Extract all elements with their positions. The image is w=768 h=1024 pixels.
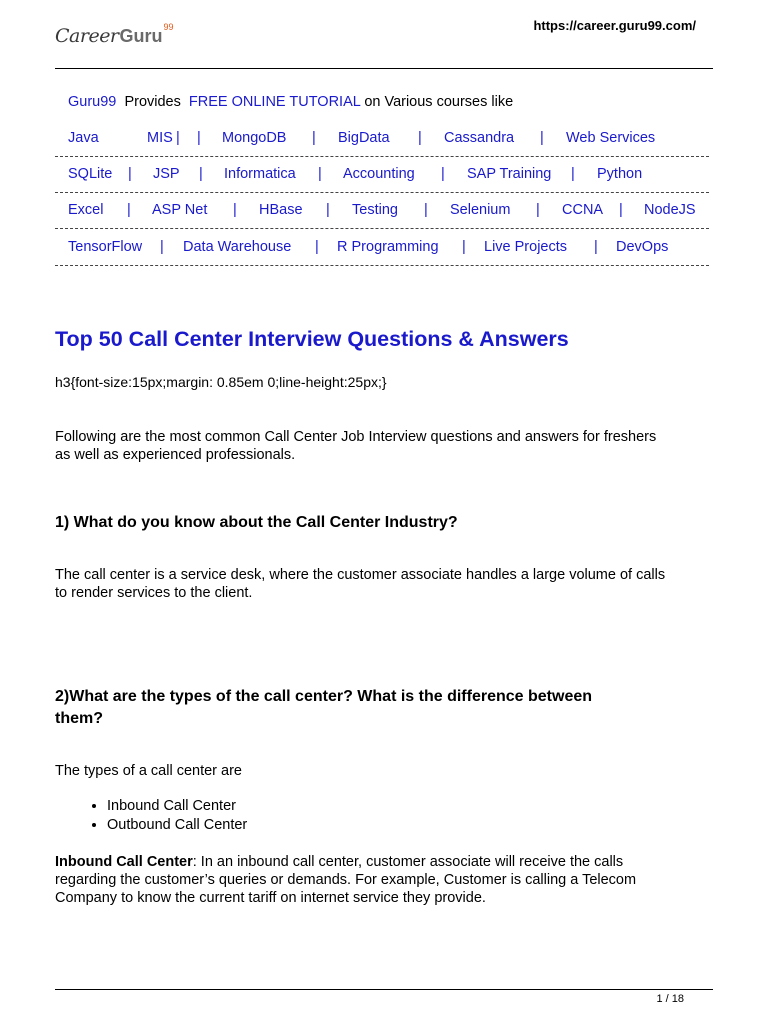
nav-link-cassandra[interactable]: Cassandra [444,130,515,146]
list-item: • Inbound Call Center [107,797,247,816]
nav-link-r-programming[interactable]: R Programming [337,239,439,255]
list-item: • Outbound Call Center [107,816,247,835]
course-nav-row-3 [55,200,709,229]
free-tutorial-link[interactable]: FREE ONLINE TUTORIAL [188,94,361,110]
answer-1-line-2: to render services to the client. [55,585,253,601]
nav-link-data-warehouse[interactable]: Data Warehouse [183,239,292,255]
inbound-line-2: regarding the customer’s queries or demands. For example, Customer is calling a Telecom [55,872,637,888]
intro-paragraph-line-1: Following are the most common Call Center Job Interview questions and answers for freshers [55,429,657,445]
nav-link-nodejs[interactable]: NodeJS [644,202,696,218]
nav-link-informatica[interactable]: Informatica [224,166,296,182]
page-number: 1 / 18 [656,993,684,1005]
nav-separator: | [619,202,623,218]
nav-separator: | [441,166,445,182]
nav-link-mis[interactable]: MIS [147,130,173,146]
course-nav-row-1 [55,128,709,157]
answer-1-line-1: The call center is a service desk, where the customer associate handles a large volume of calls [55,567,666,583]
nav-separator: | [536,202,540,218]
nav-separator: | [318,166,322,182]
stray-css-text: h3{font-size:15px;margin: 0.85em 0;line-height:25px;} [55,374,387,390]
logo-guru-text: Guru [119,26,163,46]
careerguru-logo[interactable] [55,22,174,55]
intro-paragraph [55,428,715,464]
question-2-heading [55,686,715,730]
intro-paragraph-line-2: as well as experienced professionals. [55,447,296,463]
site-url[interactable]: https://career.guru99.com/ [533,18,696,33]
question-2-line-1: 2)What are the types of the call center? What is the difference between [55,688,593,705]
nav-link-bigdata[interactable]: BigData [338,130,390,146]
nav-link-devops[interactable]: DevOps [616,239,669,255]
nav-separator: | [199,166,203,182]
nav-link-accounting[interactable]: Accounting [343,166,415,182]
nav-link-sap-training[interactable]: SAP Training [467,166,552,182]
nav-separator: | [540,130,544,146]
provides-text: Provides [124,94,181,110]
nav-separator: | [197,130,201,146]
inbound-line-3: Company to know the current tariff on internet service they provide. [55,890,486,906]
nav-link-sqlite[interactable]: SQLite [68,166,113,182]
guru99-link[interactable]: Guru99 [68,94,117,110]
inbound-line-1: : In an inbound call center, customer associate will receive the calls [192,854,624,870]
nav-link-java[interactable]: Java [68,130,99,146]
page-title: Top 50 Call Center Interview Questions & Answers [55,327,569,351]
nav-link-testing[interactable]: Testing [352,202,398,218]
nav-link-asp-net[interactable]: ASP Net [152,202,208,218]
nav-separator: | [233,202,237,218]
nav-separator: | [418,130,422,146]
nav-separator: | [315,239,319,255]
logo-career-text: Career [55,25,119,47]
nav-link-live-projects[interactable]: Live Projects [484,239,568,255]
courses-text: on Various courses like [364,94,514,110]
header-divider [55,68,713,69]
nav-link-jsp[interactable]: JSP [153,166,180,182]
logo-superscript: 99 [163,22,174,32]
nav-link-tensorflow[interactable]: TensorFlow [68,239,143,255]
nav-link-excel[interactable]: Excel [68,202,104,218]
inbound-paragraph [55,853,715,907]
course-nav-row-2 [55,164,709,193]
nav-separator: | [571,166,575,182]
nav-link-web-services[interactable]: Web Services [566,130,656,146]
call-center-types-list [87,797,247,834]
nav-separator: | [160,239,164,255]
nav-separator: | [424,202,428,218]
answer-1-paragraph [55,566,715,602]
nav-link-mongodb[interactable]: MongoDB [222,130,287,146]
nav-separator: | [127,202,131,218]
nav-link-hbase[interactable]: HBase [259,202,303,218]
nav-link-ccna[interactable]: CCNA [562,202,604,218]
nav-separator: | [176,130,180,146]
nav-link-selenium[interactable]: Selenium [450,202,511,218]
answer-2-intro: The types of a call center are [55,763,242,779]
nav-separator: | [128,166,132,182]
nav-separator: | [326,202,330,218]
footer-divider [55,989,713,990]
nav-separator: | [462,239,466,255]
course-nav-row-4 [55,237,709,266]
nav-separator: | [312,130,316,146]
nav-separator: | [594,239,598,255]
intro-line [68,94,513,110]
inbound-label: Inbound Call Center [55,854,193,870]
nav-link-python[interactable]: Python [597,166,643,182]
question-2-line-2: them? [55,710,103,727]
question-1-heading: 1) What do you know about the Call Center Industry? [55,514,458,531]
